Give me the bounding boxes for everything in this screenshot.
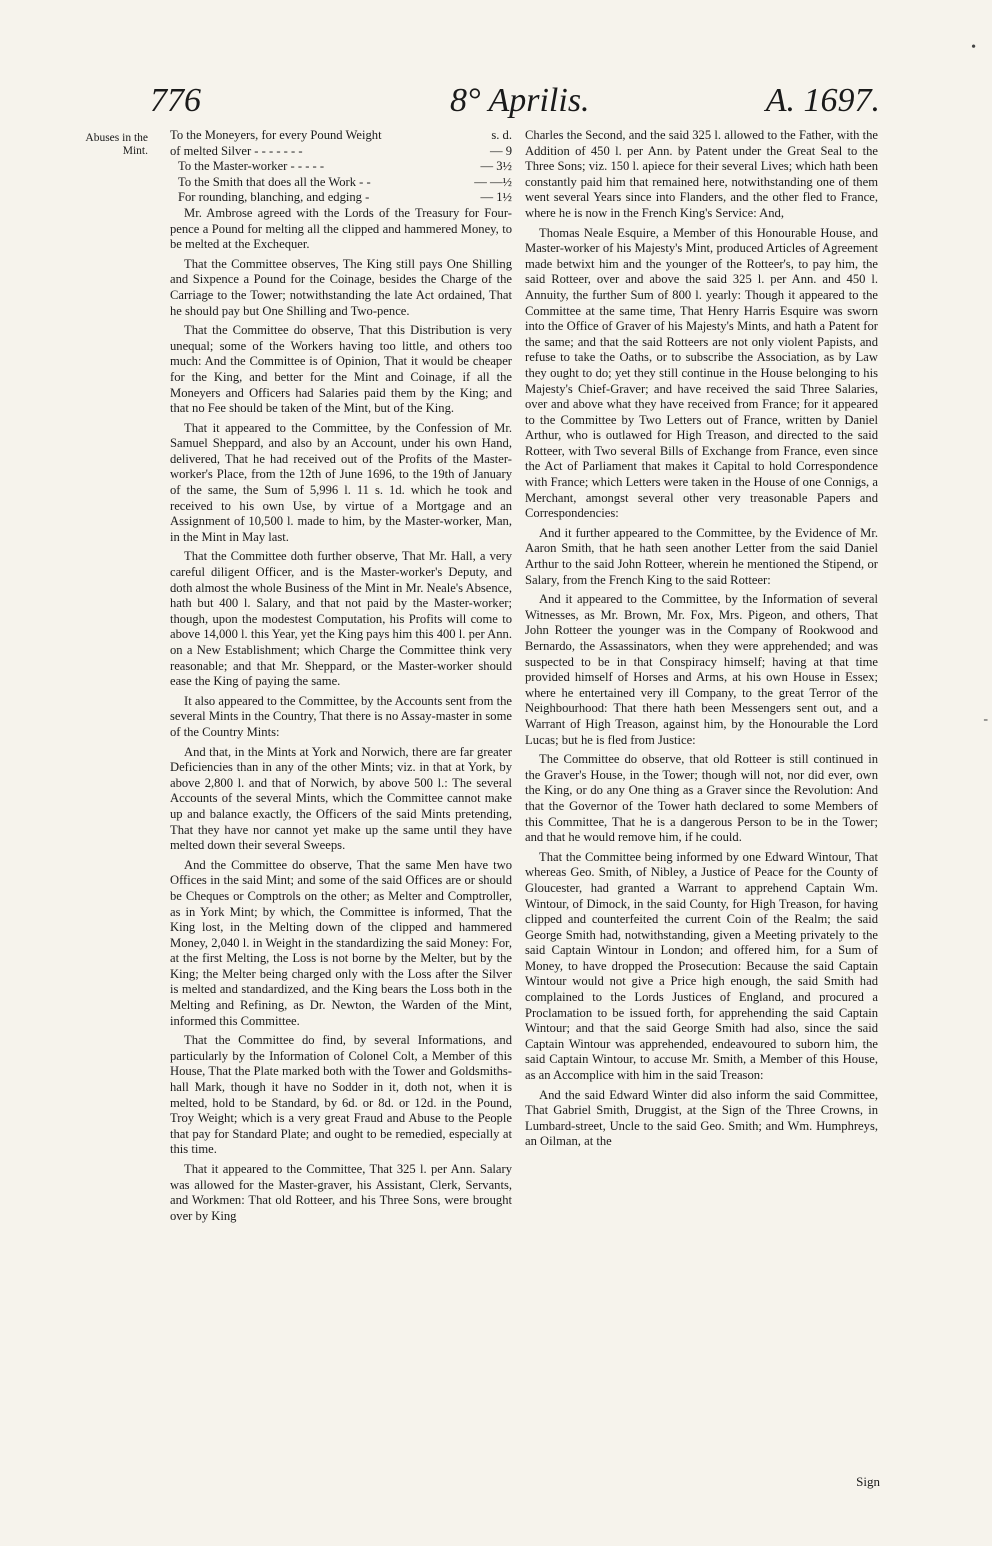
- left-column: [170, 128, 512, 1228]
- paragraph: That it appeared to the Committee, That 325 l. per Ann. Salary was allowed for the Master-graver, his Assistant, Clerk, Servants, and Workmen: That old Rotteer, and his Three Sons, were brought over by King: [170, 1162, 512, 1223]
- paragraph: And it appeared to the Committee, by the Information of several Witnesses, as Mr. Brown, Mr. Fox, Mrs. Pigeon, and others, That John Rotteer the younger was in the Company of Rookwood and Bernardo, the Assassinators, when they were apprehended; and was suspected to be in that Conspiracy himself; having at that time provided himself of Horses and Arms, at his own House in Essex; where he entertained very ill Company, to the great Terror of the Neighbourhood: That there hath been Messengers sent out, and a Warrant of High Treason, against him, by the Honourable the Lord Lucas; but he is fled from Justice:: [525, 592, 878, 747]
- fee-row: For rounding, blanching, and edging - — 1½: [178, 190, 512, 205]
- margin-note: Abuses in the Mint.: [85, 132, 148, 157]
- paragraph: That it appeared to the Committee, by the Confession of Mr. Samuel Sheppard, and also by an Account, under his own Hand, delivered, That he had received out of the Profits of the Master-worker's Place, from the 12th of June 1696, to the 19th of January of the same, the Sum of 5,996 l. 11 s. 1d. which he took and received to his own Use, by virtue of a Mortgage and an Assignment of 10,500 l. made to him, by the Master-worker, Man, in the Mint in May last.: [170, 420, 512, 544]
- paragraph: Mr. Ambrose agreed with the Lords of the Treasury for Four-pence a Pound for melting all the clipped and hammered Money, to be melted at the Exchequer.: [170, 205, 512, 252]
- paragraph: And it further appeared to the Committee, by the Evidence of Mr. Aaron Smith, that he hath seen another Letter from the said Daniel Arthur to the said John Rotteer, wherein he mentioned the Stipend, or Salary, from the French King to the said Rotteer:: [525, 525, 878, 587]
- paragraph: That the Committee being informed by one Edward Wintour, That whereas Geo. Smith, of Nibley, a Justice of Peace for the County of Gloucester, had granted a Warrant to apprehend Captain Wm. Wintour, of Dimock, in the said County, for High Treason, for having clipped and counterfeited the current Coin of the Realm; the said George Smith had, notwithstanding, given a Meeting privately to the said Captain Wintour in London; and offered him, for a Sum of Money, to have dropped the Prosecution: Because the said Captain Wintour would not give a Price high enough, the said Smith had complained to the Lords Justices of England, and procured a Proclamation to be issued forth, for apprehending the said Captain Wintour; and that the said George Smith had also, since the said Captain Wintour was apprehended, endeavoured to suborn him, the said Captain Wintour, to accuse Mr. Smith, a Member of this House, as an Accomplice with him in the said Treason:: [525, 849, 878, 1083]
- fee-row: To the Smith that does all the Work - - — —½: [178, 174, 512, 189]
- paragraph: That the Committee doth further observe, That Mr. Hall, a very careful diligent Officer, and is the Master-worker's Deputy, and doth almost the whole Business of the Mint in Mr. Neale's Absence, hath but 400 l. Salary, and that not paid by the Master-worker; though, upon the modestest Computation, his Profits will come to above 14,000 l. this Year, yet the King pays him this 400 l. per Ann. on a New Establishment; which Charge the Committee think very reasonable; and that Mr. Sheppard, or the Master-worker should ease the King of paying the same.: [170, 549, 512, 689]
- paragraph: Thomas Neale Esquire, a Member of this Honourable House, and Master-worker of his Majesty's Mint, produced Articles of Agreement made betwixt him and the younger of the Rotteer's, to pay him, the said Rotteer, over and above the said 325 l. per Ann. and 450 l. Annuity, the further Sum of 800 l. yearly: Though it appeared to the Committee at the same time, That Henry Harris Esquire was sworn into the Office of Graver of his Majesty's Mints, and hath a Patent for the same; and that the said Rotteers are not only violent Papists, and refuse to take the Oaths, or to subscribe the Association, as by Law they ought to do; yet they still continue in the House belonging to his Majesty's Chief-Graver; and have received the said Three Salaries, over and above what they have received from France; for it appeared to the Committee by Two Letters out of France, written by Daniel Arthur, who is outlawed for High Treason, and directed to the said Rotteer, with Two several Bills of Exchange from France, even since the Act of Parliament that makes it Capital to hold Correspondence with France; which Letters were taken in the House of one Connigs, a Merchant, amongst several other very treasonable Papers and Correspondencies:: [525, 225, 878, 521]
- paragraph: And that, in the Mints at York and Norwich, there are far greater Deficiencies than in any of the other Mints; viz. in that at York, by above 2,800 l. and that of Norwich, by above 500 l.: The several Accounts of the several Mints, which the Committee cannot make up and balance exactly, the Officers of the said Mints pretending, That they have nor cannot yet make up the same until they have melted down their several Sweeps.: [170, 744, 512, 853]
- fee-row: To the Moneyers, for every Pound Weight s. d.: [170, 128, 512, 142]
- page-date: 8° Aprilis.: [450, 82, 590, 119]
- scan-speck: -: [983, 712, 988, 727]
- paragraph: Charles the Second, and the said 325 l. allowed to the Father, with the Addition of 450 l. per Ann. by Patent under the Great Seal to the Three Sons; viz. 150 l. apiece for their several Lives; which hath been constantly paid him that remained here, notwithstanding one of them went several Years since into Flanders, and the other fled to France, where he is now in the French King's Service: And,: [525, 128, 878, 220]
- paragraph: It also appeared to the Committee, by the Accounts sent from the several Mints in the Country, That there is no Assay-master in some of the Country Mints:: [170, 693, 512, 739]
- paragraph: That the Committee do observe, That this Distribution is very unequal; some of the Workers having too little, and others too much: And the Committee is of Opinion, That it would be cheaper for the King, and better for the Mint and Coinage, if all the Moneyers and Officers had Salaries paid them by the King; and that no Fee should be taken of the Mint, but of the King.: [170, 323, 512, 416]
- right-column: [525, 128, 878, 1154]
- fee-row: of melted Silver - - - - - - - — 9: [170, 143, 512, 158]
- paragraph: That the Committee observes, The King still pays One Shilling and Sixpence a Pound for the Coinage, besides the Charge of the Carriage to the Tower; notwithstanding the late Act ordained, That he should pay but One Shilling and Two-pence.: [170, 256, 512, 318]
- fee-row: To the Master-worker - - - - - — 3½: [178, 159, 512, 174]
- page-header: [150, 82, 880, 132]
- page-number: 776: [150, 82, 201, 119]
- paragraph: That the Committee do find, by several Informations, and particularly by the Information of Colonel Colt, a Member of this House, That the Plate marked both with the Tower and Goldsmiths-hall Mark, though it have no Sodder in it, doth not, when it is melted, hold to be Standard, by 6d. or 8d. or 12d. in the Pound, Troy Weight; which is a very great Fraud and Abuse to the People that pay for Standard Plate; and ought to be remedied, especially at this time.: [170, 1033, 512, 1157]
- catchword: Sign: [856, 1474, 880, 1489]
- scan-speck: •: [971, 40, 976, 55]
- paragraph: The Committee do observe, that old Rotteer is still continued in the Graver's House, in the Tower; though will not, nor did ever, own the King, or do any One thing as a Graver since the Revolution: And that the Governor of the Tower hath declared to some Members of this Committee, That he is a dangerous Person to be in the Tower; and that he would remove him, if he could.: [525, 752, 878, 845]
- paragraph: And the Committee do observe, That the same Men have two Offices in the said Mint; and some of the said Offices are or should be Cheques or Comptrols on the other; as Melter and Comptroller, as in York Mint; by which, the Committee is informed, That the King lost, in the Melting down of the clipped and hammered Money, 2,040 l. in Weight in the standardizing the said Money: For, at the first Melting, the Loss is not borne by the Melter, but by the King; the Melter being charged only with the Loss after the Silver is melted and standardized, and the King bears the Loss both in the Melting and Refining, as Dr. Newton, the Warden of the Mint, informed this Committee.: [170, 857, 512, 1028]
- page-year: A. 1697.: [765, 82, 880, 119]
- paragraph: And the said Edward Winter did also inform the said Committee, That Gabriel Smith, Druggist, at the Sign of the Three Crowns, in Lumbard-street, Uncle to the said Geo. Smith; and Wm. Humphreys, an Oilman, at the: [525, 1087, 878, 1149]
